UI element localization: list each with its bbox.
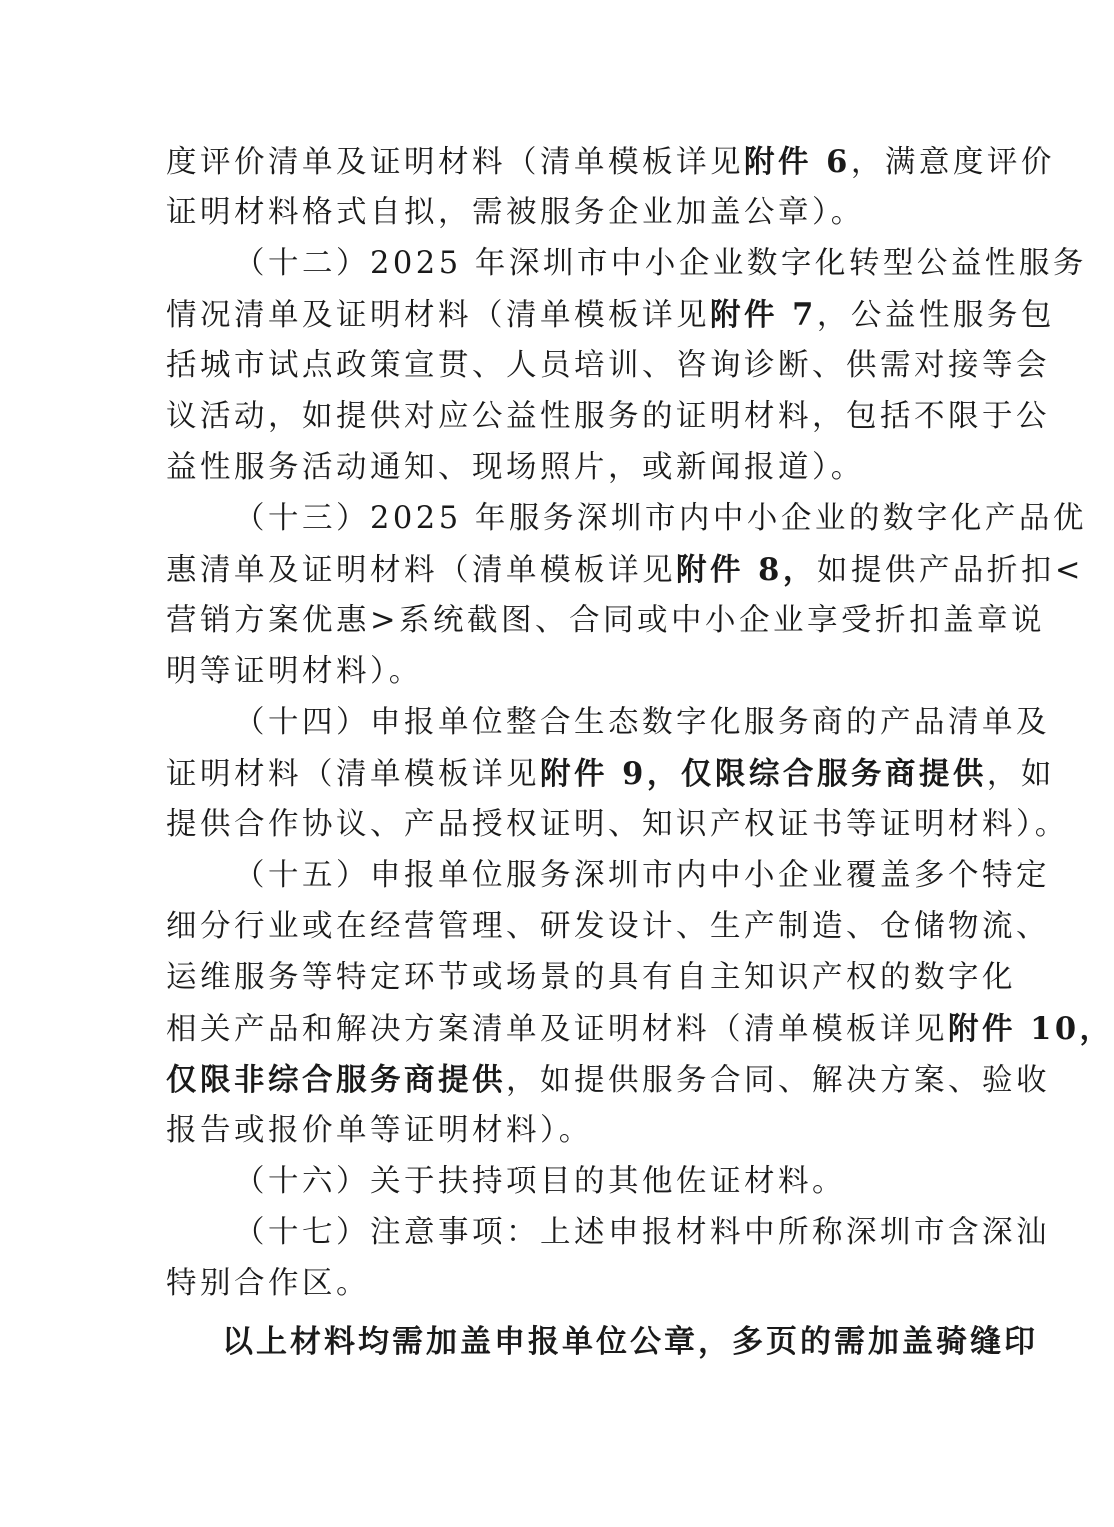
paragraph-line: 议活动，如提供对应公益性服务的证明材料，包括不限于公: [166, 399, 1050, 434]
paragraph-line: 度评价清单及证明材料（清单模板详见附件 6，满意度评价: [166, 144, 1055, 180]
paragraph-line: 运维服务等特定环节或场景的具有自主知识产权的数字化: [166, 960, 1016, 995]
attachment-ref: 附件 9，仅限综合服务商提供: [540, 756, 987, 792]
paragraph-line: 报告或报价单等证明材料）。: [166, 1113, 593, 1148]
paragraph-line: 相关产品和解决方案清单及证明材料（清单模板详见附件 10，: [166, 1011, 1114, 1047]
paragraph-line: 惠清单及证明材料（清单模板详见附件 8，如提供产品折扣<: [166, 552, 1084, 588]
item-13-heading: （十三）2025 年服务深圳市内中小企业的数字化产品优: [234, 501, 1087, 536]
paragraph-line: 细分行业或在经营管理、研发设计、生产制造、仓储物流、: [166, 909, 1050, 944]
restriction-note: 仅限非综合服务商提供: [166, 1062, 506, 1098]
paragraph-line: 括城市试点政策宣贯、人员培训、咨询诊断、供需对接等会: [166, 348, 1050, 383]
closing-statement: 以上材料均需加盖申报单位公章，多页的需加盖骑缝印: [222, 1324, 1038, 1360]
attachment-ref: 附件 10，: [948, 1011, 1114, 1047]
item-16-heading: （十六）关于扶持项目的其他佐证材料。: [234, 1164, 846, 1199]
attachment-ref: 附件 8，: [676, 552, 817, 588]
attachment-ref: 附件 6: [744, 144, 851, 180]
paragraph-line: 明等证明材料）。: [166, 654, 423, 689]
paragraph-line: 情况清单及证明材料（清单模板详见附件 7，公益性服务包: [166, 297, 1055, 333]
item-15-heading: （十五）申报单位服务深圳市内中小企业覆盖多个特定: [234, 858, 1050, 893]
paragraph-line: 营销方案优惠>系统截图、合同或中小企业享受折扣盖章说: [166, 603, 1046, 638]
item-14-heading: （十四）申报单位整合生态数字化服务商的产品清单及: [234, 705, 1050, 740]
attachment-ref: 附件 7: [710, 297, 817, 333]
paragraph-line: 特别合作区。: [166, 1266, 370, 1301]
paragraph-line: 提供合作协议、产品授权证明、知识产权证书等证明材料）。: [166, 807, 1069, 842]
paragraph-line: 仅限非综合服务商提供，如提供服务合同、解决方案、验收: [166, 1062, 1050, 1098]
item-12-heading: （十二）2025 年深圳市中小企业数字化转型公益性服务: [234, 246, 1087, 281]
paragraph-line: 益性服务活动通知、现场照片，或新闻报道）。: [166, 450, 865, 485]
paragraph-line: 证明材料格式自拟，需被服务企业加盖公章）。: [166, 195, 865, 230]
paragraph-line: 证明材料（清单模板详见附件 9，仅限综合服务商提供，如: [166, 756, 1055, 792]
item-17-heading: （十七）注意事项：上述申报材料中所称深圳市含深汕: [234, 1215, 1050, 1250]
